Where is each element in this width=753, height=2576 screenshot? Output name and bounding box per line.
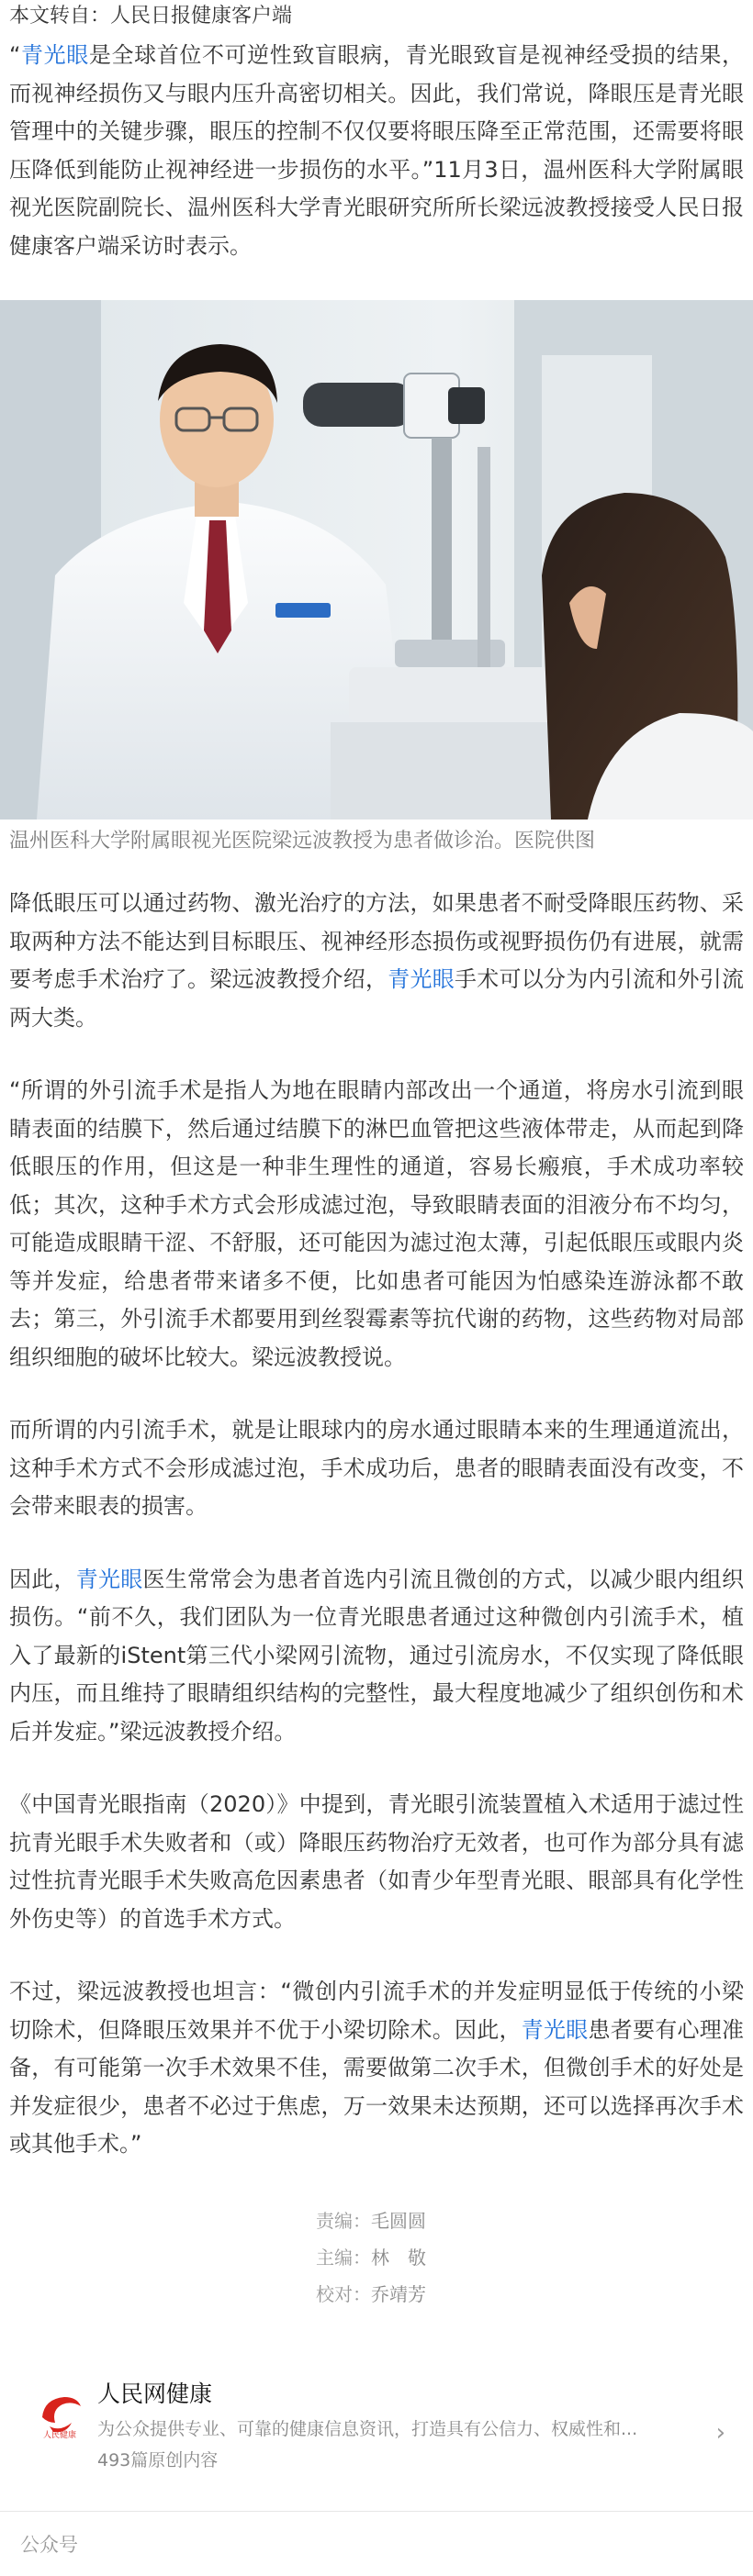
photo-illustration	[0, 300, 753, 820]
paragraph-4: 而所谓的内引流手术，就是让眼球内的房水通过眼睛本来的生理通道流出，这种手术方式不会形成滤过泡，手术成功后，患者的眼睛表面没有改变，不会带来眼表的损害。	[9, 1417, 744, 1519]
keyword-link-glaucoma[interactable]: 青光眼	[20, 42, 89, 68]
credit-editor-label: 责编：	[316, 2209, 371, 2232]
account-description: 为公众提供专业、可靠的健康信息资讯，打造具有公信力、权威性和...	[97, 2419, 638, 2439]
paragraph-2-text-b: 手术可以分为内引流和外引流两大类。	[9, 966, 744, 1031]
keyword-link-glaucoma[interactable]: 青光眼	[75, 1566, 143, 1592]
footer-divider	[0, 2511, 753, 2512]
paragraph-3: “所谓的外引流手术是指人为地在眼睛内部改出一个通道，将房水引流到眼睛表面的结膜下，然后通过结膜下的淋巴血管把这些液体带走，从而起到降低眼压的作用，但这是一种非生理性的通道，容易长瘢痕，手术成功率较低；其次，这种手术方式会形成滤过泡，导致眼睛表面的泪液分布不均匀，可能造成眼睛干涩、不舒服，还可能因为滤过泡太薄，引起低眼压或眼内炎等并发症，给患者带来诸多不便，比如患者可能因为怕感染连游泳都不敢去；第三，外引流手术都要用到丝裂霉素等抗代谢的药物，这些药物对局部组织细胞的破坏比较大。梁远波教授说。	[9, 1077, 744, 1370]
account-profile-card[interactable]	[0, 2362, 753, 2500]
paragraph-1	[9, 37, 744, 265]
paragraph-1-text: 是全球首位不可逆性致盲眼病，青光眼致盲是视神经受损的结果，而视神经损伤又与眼内压升高密切相关。因此，我们常说，降眼压是青光眼管理中的关键步骤，眼压的控制不仅仅要将眼压降至正常范围，还需要将眼压降低到能防止视神经进一步损伤的水平。”11月3日，温州医科大学附属眼视光医院副院长、温州医科大学青光眼研究所所长梁远波教授接受人民日报健康客户端采访时表示。	[9, 42, 745, 259]
credit-editor	[316, 2202, 744, 2239]
logo-swirl-icon	[35, 2390, 84, 2439]
paragraph-7	[9, 1973, 744, 2164]
logo-text: 人民健康	[42, 2431, 77, 2439]
source-line: 本文转自：人民日报健康客户端	[9, 5, 293, 28]
open-quote: “	[9, 42, 21, 68]
account-name: 人民网健康	[97, 2381, 213, 2407]
credit-proofreader	[316, 2276, 744, 2313]
doctor-examining-patient-photo	[0, 300, 753, 820]
credit-chief-name: 林 敬	[371, 2246, 426, 2269]
credit-chief-editor	[316, 2239, 744, 2276]
paragraph-7-text-b: 患者要有心理准备，有可能第一次手术效果不佳，需要做第二次手术，但微创手术的好处是并发症很少，患者不必过于焦虑，万一效果未达预期，还可以选择再次手术或其他手术。”	[9, 2016, 744, 2157]
photo-caption: 温州医科大学附属眼视光医院梁远波教授为患者做诊治。医院供图	[9, 830, 596, 853]
footer-label: 公众号	[20, 2534, 78, 2556]
keyword-link-glaucoma[interactable]: 青光眼	[521, 2016, 589, 2043]
paragraph-5-text-b: 医生常常会为患者首选内引流且微创的方式，以减少眼内组织损伤。“前不久，我们团队为一位青光眼患者通过这种微创内引流手术，植入了最新的iStent第三代小梁网引流物，通过引流房水，不仅实现了降低眼内压，而且维持了眼睛组织结构的完整性，最大程度地减少了组织创伤和术后并发症。”梁远波教授介绍。	[9, 1566, 744, 1745]
credit-proof-name: 乔靖芳	[371, 2282, 426, 2305]
credit-proof-label: 校对：	[316, 2282, 371, 2305]
account-article-count: 493篇原创内容	[97, 2450, 219, 2470]
paragraph-6: 《中国青光眼指南（2020）》中提到，青光眼引流装置植入术适用于滤过性抗青光眼手术失败者和（或）降眼压药物治疗无效者，也可作为部分具有滤过性抗青光眼手术失败高危因素患者（如青少年型青光眼、眼部具有化学性外伤史等）的首选手术方式。	[9, 1791, 744, 1932]
keyword-link-glaucoma[interactable]: 青光眼	[388, 966, 455, 992]
account-logo	[35, 2390, 84, 2439]
paragraph-2	[9, 885, 744, 1037]
paragraph-7-text-a: 不过，梁远波教授也坦言：“微创内引流手术的并发症明显低于传统的小梁切除术，但降眼压效果并不优于小梁切除术。因此，	[9, 1979, 744, 2043]
credit-chief-label: 主编：	[316, 2246, 371, 2269]
credit-editor-name: 毛圆圆	[371, 2209, 426, 2232]
paragraph-5	[9, 1561, 744, 1752]
paragraph-5-text-a: 因此，	[9, 1566, 76, 1592]
credits	[9, 2202, 744, 2313]
paragraph-2-text-a: 降低眼压可以通过药物、激光治疗的方法，如果患者不耐受降眼压药物、采取两种方法不能达到目标眼压、视神经形态损伤或视野损伤仍有进展，就需要考虑手术治疗了。梁远波教授介绍，	[9, 890, 744, 992]
chevron-right-icon[interactable]: ›	[715, 2419, 725, 2447]
